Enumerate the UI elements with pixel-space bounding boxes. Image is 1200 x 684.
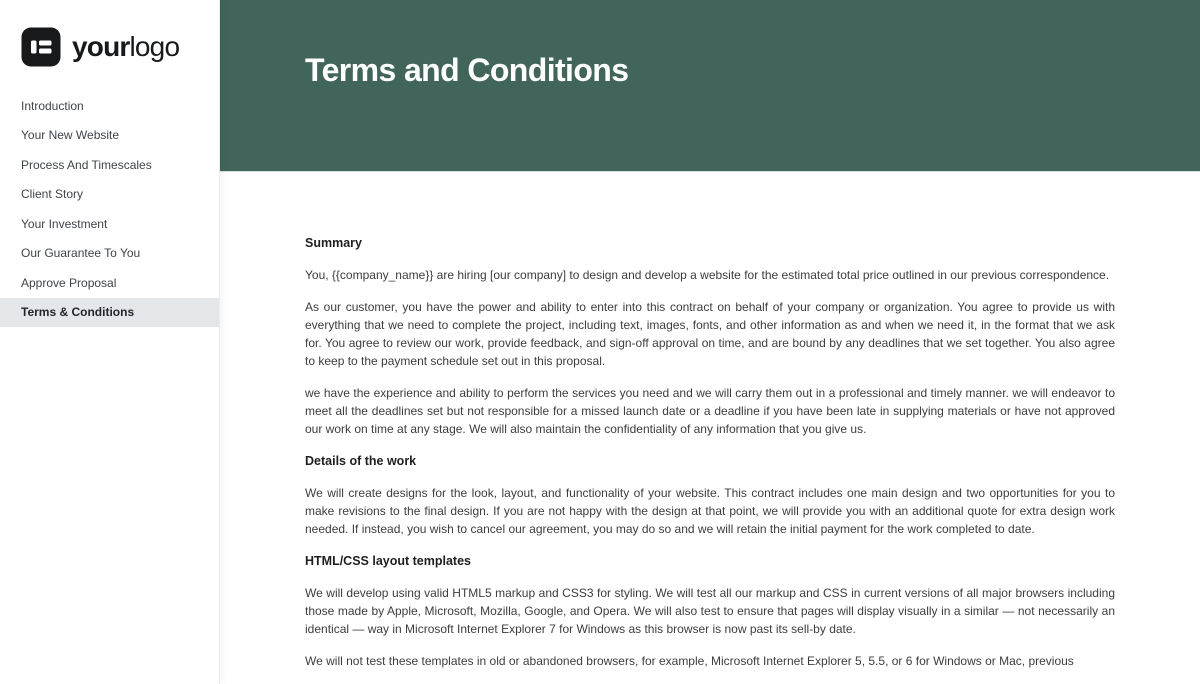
document-body [220,172,1200,670]
sidebar-item-your-investment[interactable]: Your Investment [21,216,108,231]
sidebar-nav [0,91,219,327]
main-content [220,0,1200,684]
sidebar-item-process-and-timescales[interactable]: Process And Timescales [21,157,152,172]
page-title: Terms and Conditions [305,52,629,88]
logo-text [72,33,179,61]
doc-paragraph: We will develop using valid HTML5 markup and CSS3 for styling. We will test all our markup and CSS in current versions of all major browsers including those made by Apple, Microsoft, Mozilla, Google, and Opera. We will also test to ensure that pages will display visually in a similar — not necessarily an identical — way in Microsoft Internet Explorer 7 for Windows as this browser is now past its sell-by date. [305,586,1115,636]
doc-heading-details-of-the-work: Details of the work [305,454,417,468]
doc-paragraph: As our customer, you have the power and ability to enter into this contract on behalf of your company or organization. You agree to provide us with everything that we need to complete the project, including text, images, fonts, and other information as and when we need it, in the format that we ask for. You agree to review our work, provide feedback, and sign-off approval on time, and are bound by any deadlines that we set together. You also agree to keep to the payment schedule set out in this proposal. [305,300,1115,368]
sidebar [0,0,220,684]
section-header-banner [220,0,1200,172]
sidebar-item-our-guarantee-to-you[interactable]: Our Guarantee To You [21,246,141,261]
doc-heading-html-css-layout-templates: HTML/CSS layout templates [305,554,471,568]
logo[interactable] [0,0,219,67]
doc-heading-summary: Summary [305,236,362,250]
sidebar-item-approve-proposal[interactable]: Approve Proposal [21,275,117,290]
layout-logo-icon [21,27,61,67]
doc-paragraph: We will create designs for the look, layout, and functionality of your website. This contract includes one main design and two opportunities for you to make revisions to the final design. If you are not happy with the design at that point, we will provide you with an additional quote for extra design work needed. If instead, you wish to cancel our agreement, you may do so and we will retain the initial payment for the work completed to date. [305,486,1115,536]
doc-paragraph: we have the experience and ability to perform the services you need and we will carry them out in a professional and timely manner. we will endeavor to meet all the deadlines set but not responsible for a missed launch date or a deadline if you have been late in supplying materials or have not approved our work on time at any stage. We will also maintain the confidentiality of any information that you give us. [305,386,1115,436]
logo-text-light: logo [129,31,180,62]
sidebar-item-your-new-website[interactable]: Your New Website [21,128,120,143]
sidebar-item-terms-and-conditions[interactable]: Terms & Conditions [0,298,219,328]
doc-paragraph: We will not test these templates in old or abandoned browsers, for example, Microsoft Internet Explorer 5, 5.5, or 6 for Windows or Mac, previous [305,654,1074,668]
sidebar-item-introduction[interactable]: Introduction [21,98,84,113]
logo-text-bold: your [72,31,130,62]
sidebar-item-client-story[interactable]: Client Story [21,187,84,202]
doc-paragraph: You, {{company_name}} are hiring [our company] to design and develop a website for the estimated total price outlined in our previous correspondence. [305,268,1110,282]
